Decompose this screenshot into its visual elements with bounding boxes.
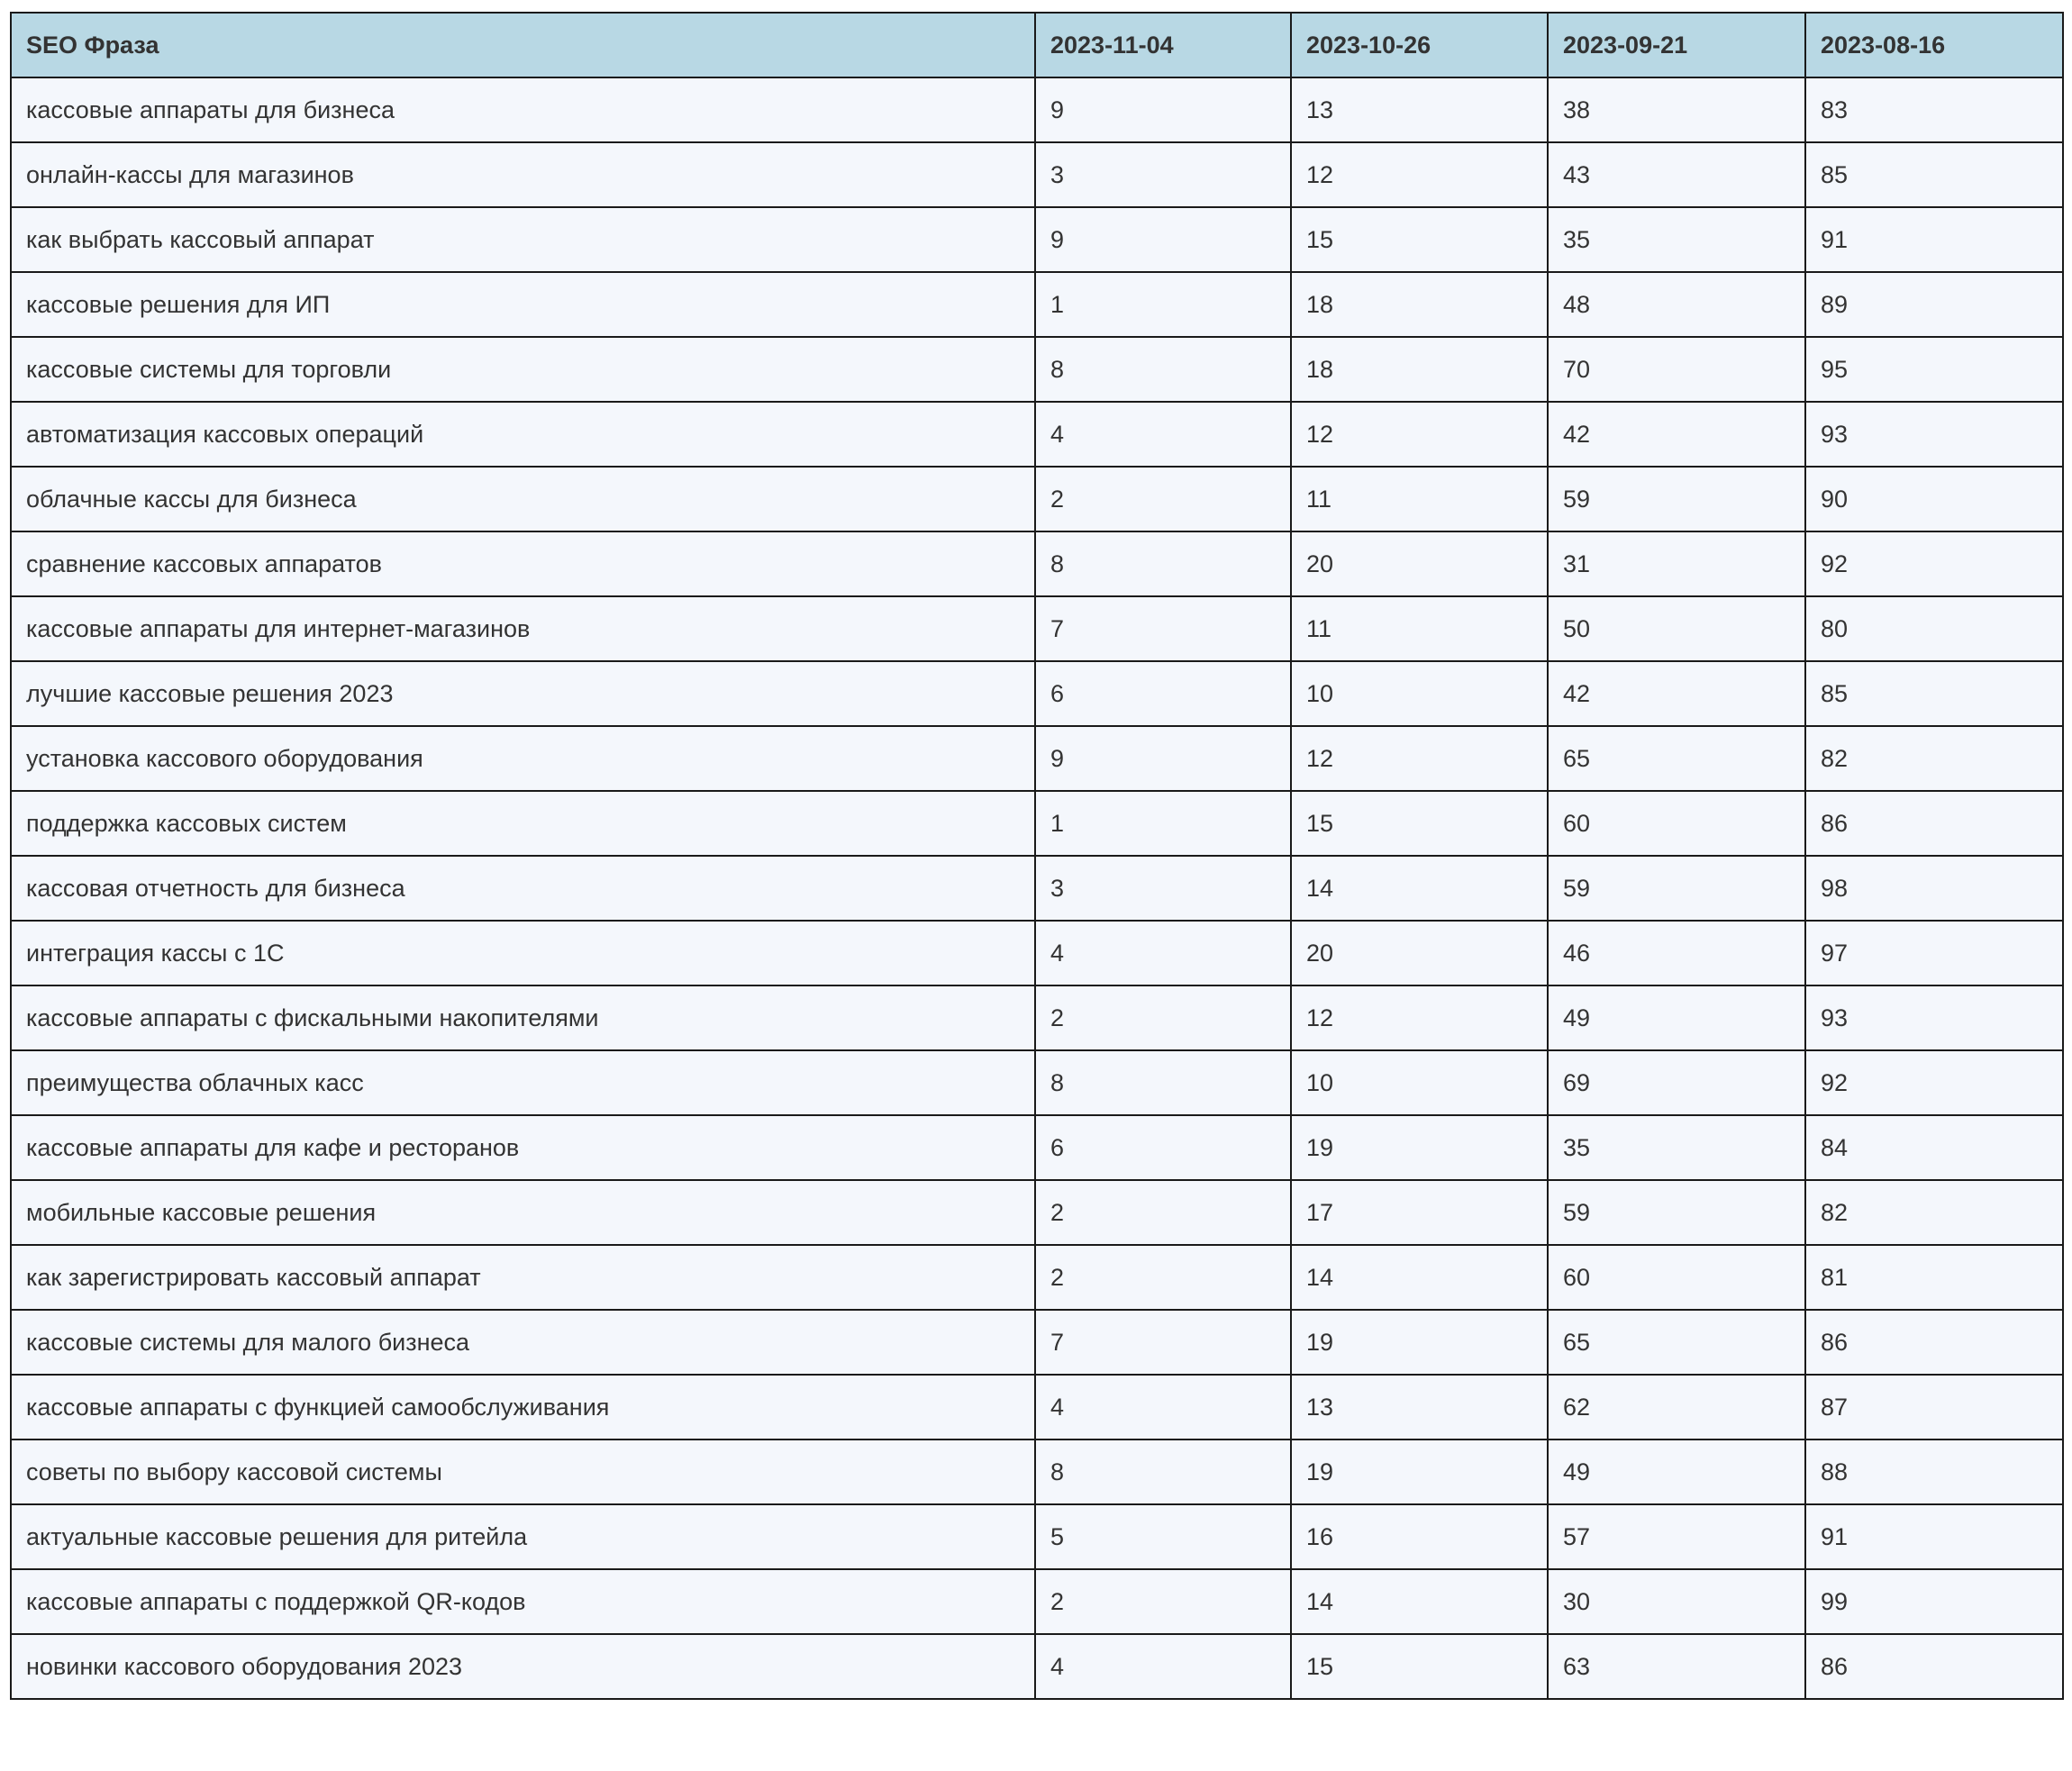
column-header-date: 2023-09-21 xyxy=(1548,13,1805,77)
position-cell: 60 xyxy=(1548,791,1805,856)
position-cell: 43 xyxy=(1548,142,1805,207)
position-cell: 12 xyxy=(1291,726,1548,791)
position-cell: 63 xyxy=(1548,1634,1805,1699)
position-cell: 88 xyxy=(1805,1440,2063,1504)
seo-phrase-cell: установка кассового оборудования xyxy=(11,726,1035,791)
seo-phrase-cell: кассовые решения для ИП xyxy=(11,272,1035,337)
position-cell: 82 xyxy=(1805,726,2063,791)
position-cell: 18 xyxy=(1291,272,1548,337)
position-cell: 4 xyxy=(1035,402,1291,467)
seo-phrase-cell: преимущества облачных касс xyxy=(11,1050,1035,1115)
seo-phrase-cell: кассовые аппараты для интернет-магазинов xyxy=(11,596,1035,661)
position-cell: 4 xyxy=(1035,921,1291,985)
position-cell: 89 xyxy=(1805,272,2063,337)
position-cell: 11 xyxy=(1291,596,1548,661)
position-cell: 19 xyxy=(1291,1440,1548,1504)
position-cell: 19 xyxy=(1291,1310,1548,1375)
position-cell: 65 xyxy=(1548,1310,1805,1375)
header-row xyxy=(11,13,2063,77)
table-row xyxy=(11,272,2063,337)
seo-positions-table xyxy=(10,12,2064,1700)
position-cell: 83 xyxy=(1805,77,2063,142)
position-cell: 98 xyxy=(1805,856,2063,921)
position-cell: 84 xyxy=(1805,1115,2063,1180)
position-cell: 2 xyxy=(1035,985,1291,1050)
position-cell: 2 xyxy=(1035,1569,1291,1634)
seo-phrase-cell: онлайн-кассы для магазинов xyxy=(11,142,1035,207)
table-row xyxy=(11,207,2063,272)
table-row xyxy=(11,1245,2063,1310)
position-cell: 42 xyxy=(1548,402,1805,467)
position-cell: 69 xyxy=(1548,1050,1805,1115)
position-cell: 12 xyxy=(1291,142,1548,207)
table-row xyxy=(11,661,2063,726)
position-cell: 87 xyxy=(1805,1375,2063,1440)
seo-phrase-cell: кассовые аппараты с фискальными накопителями xyxy=(11,985,1035,1050)
position-cell: 13 xyxy=(1291,1375,1548,1440)
position-cell: 9 xyxy=(1035,207,1291,272)
table-row xyxy=(11,791,2063,856)
position-cell: 12 xyxy=(1291,985,1548,1050)
position-cell: 3 xyxy=(1035,856,1291,921)
position-cell: 99 xyxy=(1805,1569,2063,1634)
position-cell: 60 xyxy=(1548,1245,1805,1310)
position-cell: 49 xyxy=(1548,1440,1805,1504)
seo-phrase-cell: кассовые аппараты с поддержкой QR-кодов xyxy=(11,1569,1035,1634)
position-cell: 70 xyxy=(1548,337,1805,402)
seo-phrase-cell: облачные кассы для бизнеса xyxy=(11,467,1035,531)
seo-phrase-cell: кассовые аппараты с функцией самообслуживания xyxy=(11,1375,1035,1440)
position-cell: 20 xyxy=(1291,921,1548,985)
position-cell: 90 xyxy=(1805,467,2063,531)
position-cell: 59 xyxy=(1548,856,1805,921)
position-cell: 59 xyxy=(1548,467,1805,531)
table-row xyxy=(11,1634,2063,1699)
position-cell: 8 xyxy=(1035,1440,1291,1504)
table-row xyxy=(11,402,2063,467)
position-cell: 85 xyxy=(1805,142,2063,207)
position-cell: 4 xyxy=(1035,1634,1291,1699)
position-cell: 9 xyxy=(1035,77,1291,142)
position-cell: 7 xyxy=(1035,1310,1291,1375)
seo-phrase-cell: интеграция кассы с 1С xyxy=(11,921,1035,985)
position-cell: 92 xyxy=(1805,531,2063,596)
table-row xyxy=(11,1375,2063,1440)
position-cell: 3 xyxy=(1035,142,1291,207)
table-header xyxy=(11,13,2063,77)
seo-phrase-cell: мобильные кассовые решения xyxy=(11,1180,1035,1245)
position-cell: 7 xyxy=(1035,596,1291,661)
seo-phrase-cell: кассовая отчетность для бизнеса xyxy=(11,856,1035,921)
position-cell: 2 xyxy=(1035,1245,1291,1310)
table-row xyxy=(11,985,2063,1050)
table-row xyxy=(11,1050,2063,1115)
position-cell: 80 xyxy=(1805,596,2063,661)
position-cell: 97 xyxy=(1805,921,2063,985)
seo-phrase-cell: кассовые системы для малого бизнеса xyxy=(11,1310,1035,1375)
position-cell: 93 xyxy=(1805,402,2063,467)
seo-positions-table-container xyxy=(10,12,2062,1700)
position-cell: 2 xyxy=(1035,467,1291,531)
position-cell: 81 xyxy=(1805,1245,2063,1310)
position-cell: 59 xyxy=(1548,1180,1805,1245)
table-row xyxy=(11,1440,2063,1504)
position-cell: 6 xyxy=(1035,661,1291,726)
position-cell: 91 xyxy=(1805,207,2063,272)
position-cell: 8 xyxy=(1035,531,1291,596)
position-cell: 86 xyxy=(1805,1310,2063,1375)
table-row xyxy=(11,77,2063,142)
position-cell: 92 xyxy=(1805,1050,2063,1115)
position-cell: 14 xyxy=(1291,1569,1548,1634)
seo-phrase-cell: кассовые аппараты для кафе и ресторанов xyxy=(11,1115,1035,1180)
position-cell: 11 xyxy=(1291,467,1548,531)
position-cell: 42 xyxy=(1548,661,1805,726)
position-cell: 20 xyxy=(1291,531,1548,596)
table-row xyxy=(11,1115,2063,1180)
position-cell: 6 xyxy=(1035,1115,1291,1180)
position-cell: 30 xyxy=(1548,1569,1805,1634)
position-cell: 62 xyxy=(1548,1375,1805,1440)
position-cell: 14 xyxy=(1291,856,1548,921)
table-row xyxy=(11,467,2063,531)
position-cell: 85 xyxy=(1805,661,2063,726)
position-cell: 46 xyxy=(1548,921,1805,985)
position-cell: 48 xyxy=(1548,272,1805,337)
table-row xyxy=(11,531,2063,596)
position-cell: 35 xyxy=(1548,207,1805,272)
position-cell: 15 xyxy=(1291,1634,1548,1699)
position-cell: 10 xyxy=(1291,661,1548,726)
column-header-date: 2023-10-26 xyxy=(1291,13,1548,77)
position-cell: 1 xyxy=(1035,791,1291,856)
seo-phrase-cell: лучшие кассовые решения 2023 xyxy=(11,661,1035,726)
table-row xyxy=(11,337,2063,402)
seo-phrase-cell: кассовые системы для торговли xyxy=(11,337,1035,402)
seo-phrase-cell: как зарегистрировать кассовый аппарат xyxy=(11,1245,1035,1310)
position-cell: 86 xyxy=(1805,791,2063,856)
position-cell: 57 xyxy=(1548,1504,1805,1569)
position-cell: 38 xyxy=(1548,77,1805,142)
position-cell: 8 xyxy=(1035,337,1291,402)
table-row xyxy=(11,856,2063,921)
position-cell: 19 xyxy=(1291,1115,1548,1180)
position-cell: 50 xyxy=(1548,596,1805,661)
seo-phrase-cell: как выбрать кассовый аппарат xyxy=(11,207,1035,272)
position-cell: 65 xyxy=(1548,726,1805,791)
position-cell: 93 xyxy=(1805,985,2063,1050)
table-row xyxy=(11,1310,2063,1375)
position-cell: 95 xyxy=(1805,337,2063,402)
seo-phrase-cell: сравнение кассовых аппаратов xyxy=(11,531,1035,596)
position-cell: 86 xyxy=(1805,1634,2063,1699)
position-cell: 15 xyxy=(1291,791,1548,856)
table-row xyxy=(11,596,2063,661)
position-cell: 49 xyxy=(1548,985,1805,1050)
column-header-date: 2023-11-04 xyxy=(1035,13,1291,77)
table-row xyxy=(11,142,2063,207)
column-header-date: 2023-08-16 xyxy=(1805,13,2063,77)
position-cell: 91 xyxy=(1805,1504,2063,1569)
position-cell: 17 xyxy=(1291,1180,1548,1245)
position-cell: 13 xyxy=(1291,77,1548,142)
position-cell: 12 xyxy=(1291,402,1548,467)
position-cell: 16 xyxy=(1291,1504,1548,1569)
position-cell: 8 xyxy=(1035,1050,1291,1115)
position-cell: 5 xyxy=(1035,1504,1291,1569)
seo-phrase-cell: советы по выбору кассовой системы xyxy=(11,1440,1035,1504)
seo-phrase-cell: автоматизация кассовых операций xyxy=(11,402,1035,467)
table-row xyxy=(11,921,2063,985)
position-cell: 35 xyxy=(1548,1115,1805,1180)
position-cell: 9 xyxy=(1035,726,1291,791)
table-row xyxy=(11,726,2063,791)
column-header-phrase: SEO Фраза xyxy=(11,13,1035,77)
position-cell: 14 xyxy=(1291,1245,1548,1310)
position-cell: 1 xyxy=(1035,272,1291,337)
position-cell: 15 xyxy=(1291,207,1548,272)
position-cell: 10 xyxy=(1291,1050,1548,1115)
table-body xyxy=(11,77,2063,1699)
seo-phrase-cell: поддержка кассовых систем xyxy=(11,791,1035,856)
position-cell: 82 xyxy=(1805,1180,2063,1245)
table-row xyxy=(11,1504,2063,1569)
position-cell: 2 xyxy=(1035,1180,1291,1245)
position-cell: 18 xyxy=(1291,337,1548,402)
table-row xyxy=(11,1569,2063,1634)
position-cell: 31 xyxy=(1548,531,1805,596)
position-cell: 4 xyxy=(1035,1375,1291,1440)
table-row xyxy=(11,1180,2063,1245)
seo-phrase-cell: актуальные кассовые решения для ритейла xyxy=(11,1504,1035,1569)
seo-phrase-cell: кассовые аппараты для бизнеса xyxy=(11,77,1035,142)
seo-phrase-cell: новинки кассового оборудования 2023 xyxy=(11,1634,1035,1699)
